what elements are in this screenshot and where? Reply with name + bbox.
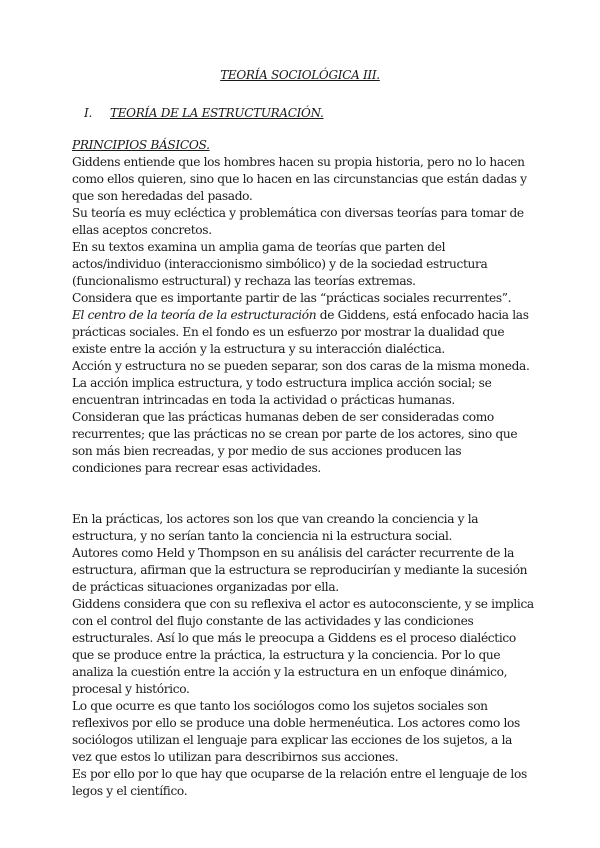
paragraph: En la prácticas, los actores son los que van creando la conciencia y la estructura, y no serían tanto la conciencia ni la estructura social. <box>72 512 479 543</box>
paragraph: Es por ello por lo que hay que ocuparse de la relación entre el lenguaje de los legos y el científico. <box>72 767 527 798</box>
blank-line <box>72 477 534 494</box>
paragraph: Considera que es importante partir de las “prácticas sociales recurrentes”. <box>72 291 512 305</box>
paragraph: Giddens considera que con su reflexiva el actor es autoconsciente, y se implica con el control del flujo constante de las actividades y las condiciones estructurales. Así lo que más le preocupa a Giddens es el proceso dialéctico que se produce entre la práctica, la estructura y la conciencia. Por lo que analiza la cuestión entre la acción y la estructura en un enfoque dinámico, procesal y histórico. <box>72 597 534 696</box>
paragraph: En su textos examina un amplia gama de teorías que parten del actos/individuo (interaccionismo simbólico) y de la sociedad estructura (funcionalismo estructural) y rechaza las teorías extremas. <box>72 240 488 288</box>
paragraph: Autores como Held y Thompson en su análisis del carácter recurrente de la estructura, afirman que la estructura se reproducirían y mediante la sucesión de prácticas situaciones organizadas por ella. <box>72 546 528 594</box>
section-title: TEORÍA DE LA ESTRUCTURACIÓN. <box>110 106 324 120</box>
document-title: TEORÍA SOCIOLÓGICA III. <box>220 68 380 82</box>
document-body <box>72 137 534 800</box>
italic-phrase: El centro de la teoría de la estructuración <box>72 308 317 322</box>
section-heading <box>84 106 324 120</box>
paragraph <box>72 307 534 358</box>
blank-line <box>72 494 534 511</box>
paragraph: Acción y estructura no se pueden separar, son dos caras de la misma moneda. La acción implica estructura, y todo estructura implica acción social; se encuentran intrincadas en toda la actividad o prácticas humanas. <box>72 359 530 407</box>
paragraph-rest: de Giddens, está enfocado hacia las prácticas sociales. En el fondo es un esfuerzo por mostrar la dualidad que existe entre la acción y la estructura y su interacción dialéctica. <box>72 308 529 356</box>
paragraph: Giddens entiende que los hombres hacen su propia historia, pero no lo hacen como ellos quieren, sino que lo hacen en las circunstancias que están dadas y que son heredadas del pasado. <box>72 155 527 203</box>
section-number: I. <box>84 106 92 120</box>
paragraph: Lo que ocurre es que tanto los sociólogos como los sujetos sociales son reflexivos por ello se produce una doble hermenéutica. Los actores como los sociólogos utilizan el lenguaje para explicar las ecciones de los sujetos, a la vez que estos lo utilizan para describirnos sus acciones. <box>72 699 520 764</box>
paragraph: Su teoría es muy ecléctica y problemática con diversas teorías para tomar de ellas aceptos concretos. <box>72 206 524 237</box>
paragraph: Consideran que las prácticas humanas deben de ser consideradas como recurrentes; que las prácticas no se crean por parte de los actores, sino que son más bien recreadas, y por medio de sus acciones producen las condiciones para recrear esas actividades. <box>72 410 518 475</box>
subheading: PRINCIPIOS BÁSICOS. <box>72 138 210 152</box>
